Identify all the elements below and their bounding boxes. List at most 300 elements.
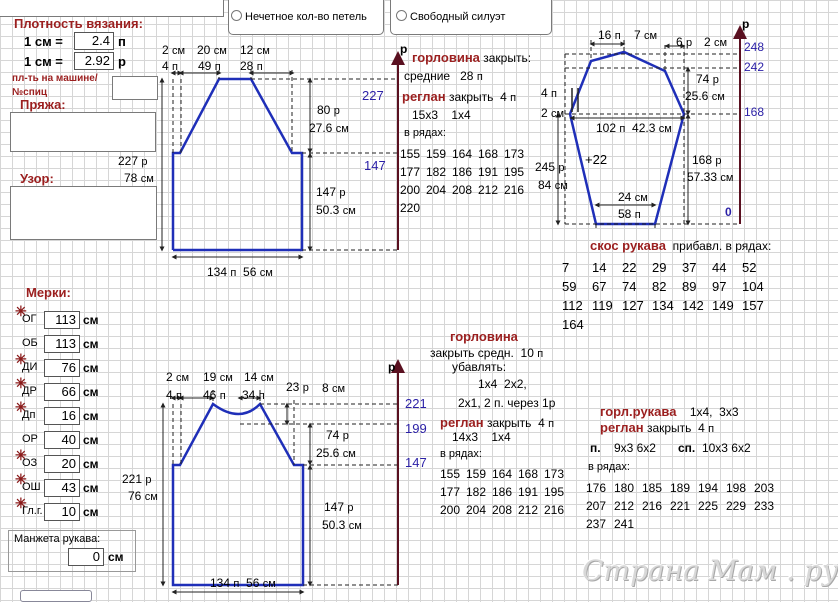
sleeve-neck-raglan-title: реглан	[600, 420, 644, 435]
sleeve-h74-unit: р	[712, 74, 719, 86]
measure-input[interactable]: 20	[44, 455, 80, 473]
sleeve-h168	[692, 153, 722, 167]
cuff-input[interactable]: 0	[68, 548, 104, 566]
back-top-20-val: 20	[197, 43, 211, 57]
sleeve-neck-sp	[678, 441, 751, 455]
back-h276-val: 27.6	[309, 121, 333, 135]
sleeve-l4-unit: п	[551, 88, 557, 100]
front-h147	[324, 500, 354, 514]
measure-input[interactable]: 76	[44, 359, 80, 377]
measure-input[interactable]: 16	[44, 407, 80, 425]
row-number: 52	[742, 260, 757, 275]
sleeve-neck-in-rows: в рядах:	[588, 461, 630, 473]
measure-label: Гл.г.	[22, 505, 43, 517]
sleeve-neck-p	[590, 441, 656, 455]
row-number: 142	[682, 298, 704, 313]
row-number: 200	[400, 183, 421, 197]
back-top-12	[240, 43, 270, 57]
sleeve-h256-val: 25.6	[685, 89, 709, 103]
sleeve-l84-val: 84	[538, 178, 552, 192]
front-h74-unit: р	[342, 430, 349, 442]
measure-input[interactable]: 113	[44, 311, 80, 329]
sleeve-w102-unit: п	[619, 123, 626, 135]
sleeve-neck-sp-label: сп.	[678, 441, 696, 455]
sleeve-h74	[696, 72, 719, 86]
sleeve-b58-unit: п	[634, 209, 641, 221]
sleeve-neck-rows-table	[586, 481, 782, 531]
sleeve-t6	[676, 35, 692, 49]
sleeve-arrow-label: р	[742, 17, 750, 31]
back-neck-mid	[404, 69, 483, 83]
measure-input[interactable]: 40	[44, 431, 80, 449]
cuff-label: Манжета рукава:	[14, 533, 101, 545]
sleeve-slope-line	[590, 238, 771, 253]
measure-label: ОР	[22, 433, 38, 445]
measure-unit: см	[83, 481, 99, 495]
front-t2-val: 2	[166, 370, 173, 384]
front-h74	[326, 428, 349, 442]
front-b56-val: 56	[246, 576, 260, 590]
row-number: 164	[562, 317, 584, 332]
radio-free-label: Свободный силуэт	[410, 11, 506, 23]
back-raglan-val: 4	[500, 90, 507, 104]
density-title: Плотность вязания:	[14, 16, 143, 31]
back-top-4-unit: п	[172, 61, 178, 73]
sleeve-neck-v1: 1х4,	[689, 405, 713, 419]
sleeve-plus: +22	[585, 152, 608, 167]
back-top-28-unit: п	[256, 61, 263, 73]
row-number: 186	[452, 165, 473, 179]
front-t8-val: 8	[322, 381, 329, 395]
front-neck-unit: п	[537, 348, 544, 360]
front-l221-unit: р	[145, 474, 152, 486]
front-h503-val: 50.3	[322, 518, 346, 532]
front-bottom	[210, 576, 276, 590]
row-number: 182	[426, 165, 447, 179]
front-t2	[166, 370, 189, 384]
front-t14	[244, 370, 274, 384]
back-raglan-seq	[412, 108, 471, 122]
front-t34	[242, 388, 265, 402]
row-number: 200	[440, 503, 461, 517]
back-neck-line	[412, 50, 531, 65]
sleeve-h74-val: 74	[696, 72, 710, 86]
front-dec-d4: 2 п. через 1р	[484, 396, 556, 410]
front-arrow-label: р	[388, 360, 396, 374]
row-number: 74	[622, 279, 637, 294]
measure-unit: см	[83, 385, 99, 399]
row-number: 203	[754, 481, 775, 495]
back-neck-mid-val: 28	[460, 69, 474, 83]
measure-unit: см	[83, 337, 99, 351]
row-number: 207	[586, 499, 607, 513]
front-t23-unit: р	[302, 382, 309, 394]
front-decrease: убавлять:	[452, 360, 507, 374]
sleeve-b58-val: 58	[618, 207, 632, 221]
measure-label: ОЗ	[22, 457, 38, 469]
sleeve-neck-title: горл.рукава	[600, 404, 677, 419]
required-star-icon: ✳	[15, 303, 27, 319]
back-top-4	[162, 59, 178, 73]
front-neck-val: 10	[520, 346, 534, 360]
back-rows-table	[400, 147, 530, 215]
row-number: 195	[504, 165, 525, 179]
sleeve-l2-val: 2	[541, 106, 548, 120]
back-top-2-val: 2	[162, 43, 169, 57]
front-t4-unit: п	[176, 390, 182, 402]
density-row1-label: 1 см =	[24, 34, 63, 49]
sleeve-t7	[634, 28, 657, 42]
front-rows-table	[440, 467, 570, 517]
measure-label: ДР	[22, 385, 37, 397]
row-number: 82	[652, 279, 667, 294]
back-in-rows: в рядах:	[404, 127, 446, 139]
back-top-12-unit: см	[256, 45, 270, 57]
row-number: 104	[742, 279, 764, 294]
required-star-icon: ✳	[15, 351, 27, 367]
row-number: 225	[698, 499, 719, 513]
required-star-icon: ✳	[15, 399, 27, 415]
row-number: 208	[492, 503, 513, 517]
row-number: 29	[652, 260, 667, 275]
sleeve-r0: 0	[725, 205, 732, 219]
row-number: 195	[544, 485, 565, 499]
row-number: 220	[400, 201, 421, 215]
row-number: 182	[466, 485, 487, 499]
sleeve-t7-unit: см	[644, 30, 658, 42]
back-neck-title: горловина	[412, 50, 480, 65]
row-number: 186	[492, 485, 513, 499]
front-l76-val: 76	[128, 489, 142, 503]
back-h276-unit: см	[335, 123, 349, 135]
back-b134-unit: п	[230, 267, 237, 279]
measure-input[interactable]: 10	[44, 503, 80, 521]
front-dec-line1	[478, 377, 527, 391]
row-number: 168	[478, 147, 499, 161]
back-h80	[317, 103, 340, 117]
sleeve-h256	[685, 89, 725, 103]
front-t14-unit: см	[260, 372, 274, 384]
cuff-unit: см	[108, 550, 124, 564]
back-raglan-r1: 15х3	[412, 108, 439, 122]
row-number: 59	[562, 279, 577, 294]
row-number: 159	[466, 467, 487, 481]
required-star-icon: ✳	[15, 447, 27, 463]
row-number: 127	[622, 298, 644, 313]
back-top-49-val: 49	[198, 59, 212, 73]
sleeve-l4-val: 4	[541, 86, 548, 100]
sleeve-h5733-unit: см	[720, 172, 734, 184]
back-r147: 147	[364, 158, 386, 173]
front-l221	[122, 472, 152, 486]
back-l227	[118, 154, 148, 168]
back-h80-val: 80	[317, 103, 331, 117]
back-h503-unit: см	[342, 205, 356, 217]
row-number: 134	[652, 298, 674, 313]
front-raglan-r1: 14х3	[452, 430, 479, 444]
measure-unit: см	[83, 505, 99, 519]
front-dec-d3: 2х1,	[458, 396, 481, 410]
front-r221: 221	[405, 396, 427, 411]
sleeve-b24-unit: см	[634, 192, 648, 204]
back-outline	[173, 79, 302, 250]
sleeve-l84-unit: см	[554, 180, 568, 192]
row-number: 22	[622, 260, 637, 275]
front-raglan-val: 4	[538, 416, 545, 430]
sleeve-t2-val: 2	[704, 35, 711, 49]
sleeve-neck-sp-val: 10х3 6х2	[701, 441, 751, 455]
back-arrow-label: р	[400, 42, 408, 56]
back-h147-unit: р	[339, 187, 346, 199]
back-l78-unit: см	[140, 173, 154, 185]
required-star-icon: ✳	[15, 495, 27, 511]
row-number: 157	[742, 298, 764, 313]
back-l78-val: 78	[124, 171, 138, 185]
sleeve-neck-line	[600, 404, 739, 419]
front-t46	[203, 388, 226, 402]
sleeve-neck-raglan-val: 4	[698, 421, 705, 435]
sleeve-neck-p-label: п.	[590, 441, 601, 455]
back-b134-val: 134	[207, 265, 228, 279]
yarn-label: Пряжа:	[20, 97, 66, 112]
sleeve-t2-unit: см	[714, 37, 728, 49]
front-raglan-close: закрыть	[486, 416, 532, 430]
front-h503-unit: см	[348, 520, 362, 532]
row-number: 198	[726, 481, 747, 495]
row-number: 229	[726, 499, 747, 513]
row-number: 221	[670, 499, 691, 513]
sleeve-r168: 168	[744, 105, 765, 119]
back-l78	[124, 171, 154, 185]
front-raglan-line	[440, 415, 554, 430]
sleeve-neck-raglan	[600, 420, 714, 435]
row-number: 89	[682, 279, 697, 294]
measure-unit: см	[83, 457, 99, 471]
sleeve-t2	[704, 35, 727, 49]
row-number: 14	[592, 260, 607, 275]
row-number: 189	[670, 481, 691, 495]
back-h147-val: 147	[316, 185, 337, 199]
back-h503-val: 50.3	[316, 203, 340, 217]
density-stitches-input[interactable]: 2.4	[74, 32, 114, 50]
front-t46-val: 46	[203, 388, 217, 402]
sleeve-t6-val: 6	[676, 35, 683, 49]
row-number: 204	[466, 503, 487, 517]
measure-input[interactable]: 66	[44, 383, 80, 401]
back-neck-mid-label: средние	[404, 69, 451, 83]
row-number: 233	[754, 499, 775, 513]
sleeve-t16-val: 16	[598, 28, 612, 42]
back-top-28	[240, 59, 263, 73]
back-b56-val: 56	[243, 265, 257, 279]
row-number: 155	[400, 147, 421, 161]
row-number: 149	[712, 298, 734, 313]
back-bottom	[207, 265, 273, 279]
density-row2-label: 1 см =	[24, 54, 63, 69]
row-number: 212	[478, 183, 499, 197]
front-raglan-title: реглан	[440, 415, 484, 430]
sleeve-l245-unit: р	[558, 162, 565, 174]
required-star-icon: ✳	[15, 375, 27, 391]
row-number: 208	[452, 183, 473, 197]
sleeve-l2-unit: см	[551, 108, 565, 120]
row-number: 212	[518, 503, 539, 517]
measure-label: ОШ	[22, 481, 41, 493]
sleeve-slope-add: прибавл. в рядах:	[672, 239, 772, 253]
required-star-icon: ✳	[15, 471, 27, 487]
back-l227-unit: р	[141, 156, 148, 168]
back-raglan-line	[402, 89, 516, 104]
back-h147	[316, 185, 346, 199]
back-raglan-close: закрыть	[448, 90, 494, 104]
front-t46-unit: п	[219, 390, 226, 402]
back-b56-unit: см	[259, 267, 273, 279]
front-t34-val: 34	[242, 388, 256, 402]
density-row2-unit: р	[118, 54, 126, 69]
front-raglan-unit: п	[548, 418, 555, 430]
row-number: 164	[452, 147, 473, 161]
density-rows-input[interactable]: 2.92	[74, 52, 114, 70]
sleeve-t16	[598, 28, 621, 42]
sleeve-l245	[535, 160, 565, 174]
front-t2-unit: см	[176, 372, 190, 384]
front-b56-unit: см	[262, 578, 276, 590]
sleeve-l4	[541, 86, 557, 100]
front-l76	[128, 489, 158, 503]
row-number: 216	[642, 499, 663, 513]
back-top-12-val: 12	[240, 43, 254, 57]
sleeve-l2	[541, 106, 564, 120]
front-neck-title: горловина	[450, 329, 518, 344]
measure-input[interactable]: 43	[44, 479, 80, 497]
row-number: 159	[426, 147, 447, 161]
front-t14-val: 14	[244, 370, 258, 384]
back-neck-close: закрыть:	[483, 51, 532, 65]
measure-label: Дп	[22, 409, 36, 421]
sleeve-r242: 242	[744, 60, 765, 74]
needles-label: №спиц	[12, 87, 48, 98]
density-row1-unit: п	[118, 34, 126, 49]
back-r227: 227	[362, 88, 384, 103]
back-raglan-r2: 1х4	[451, 108, 471, 122]
row-number: 212	[614, 499, 635, 513]
front-h503	[322, 518, 362, 532]
sleeve-b24	[618, 190, 648, 204]
pattern-label: Узор:	[20, 171, 54, 186]
measure-label: ОБ	[22, 337, 38, 349]
sleeve-b24-val: 24	[618, 190, 632, 204]
front-b134-val: 134	[210, 576, 231, 590]
front-h74-val: 74	[326, 428, 340, 442]
front-t19	[203, 370, 233, 384]
front-neck-close	[430, 346, 543, 360]
sleeve-w423-unit: см	[658, 123, 672, 135]
row-number: 191	[518, 485, 539, 499]
front-raglan-r2: 1х4	[491, 430, 511, 444]
front-t19-val: 19	[203, 370, 217, 384]
sleeve-w102-val: 102	[596, 121, 617, 135]
measure-unit: см	[83, 433, 99, 447]
front-h147-val: 147	[324, 500, 345, 514]
sleeve-h168-val: 168	[692, 153, 713, 167]
front-l76-unit: см	[144, 491, 158, 503]
front-r199: 199	[405, 421, 427, 436]
sleeve-neck-p-val: 9х3 6х2	[613, 441, 656, 455]
measure-unit: см	[83, 361, 99, 375]
front-t23-val: 23	[286, 380, 300, 394]
front-dec-line2	[458, 396, 555, 410]
front-t34-unit: п	[258, 390, 265, 402]
sleeve-neck-raglan-unit: п	[708, 423, 715, 435]
sleeve-r248: 248	[744, 40, 765, 54]
sleeve-b58	[618, 207, 641, 221]
front-t23	[286, 380, 309, 394]
front-t19-unit: см	[219, 372, 233, 384]
back-top-28-val: 28	[240, 59, 254, 73]
sleeve-l84	[538, 178, 568, 192]
front-t8-unit: см	[332, 383, 346, 395]
measures-title: Мерки:	[26, 285, 71, 300]
front-neck-close-label: закрыть средн.	[430, 346, 514, 360]
row-number: 67	[592, 279, 607, 294]
back-top-20	[197, 43, 227, 57]
sleeve-h5733-val: 57.33	[687, 170, 718, 184]
front-h256-val: 25.6	[316, 446, 340, 460]
front-b134-unit: п	[233, 578, 240, 590]
back-h276	[309, 121, 349, 135]
measure-label: ДИ	[22, 361, 38, 373]
back-h503	[316, 203, 356, 217]
row-number: 177	[400, 165, 421, 179]
row-number: 119	[592, 298, 613, 313]
row-number: 185	[642, 481, 663, 495]
row-number: 177	[440, 485, 461, 499]
sleeve-h256-unit: см	[711, 91, 725, 103]
front-h147-unit: р	[347, 502, 354, 514]
back-top-49-unit: п	[214, 61, 221, 73]
sleeve-neck-raglan-close: закрыть	[646, 421, 692, 435]
sleeve-l245-val: 245	[535, 160, 556, 174]
front-diagram	[163, 366, 398, 592]
row-number: 37	[682, 260, 697, 275]
row-number: 97	[712, 279, 727, 294]
back-top-2	[162, 43, 185, 57]
back-raglan-unit: п	[510, 92, 517, 104]
sleeve-t7-val: 7	[634, 28, 641, 42]
row-number: 241	[614, 517, 635, 531]
row-number: 191	[478, 165, 499, 179]
sleeve-h168-unit: р	[715, 155, 722, 167]
back-neck-mid-unit: п	[476, 71, 483, 83]
front-h256-unit: см	[342, 448, 356, 460]
sleeve-w102	[596, 121, 672, 135]
measure-unit: см	[83, 313, 99, 327]
row-number: 216	[544, 503, 565, 517]
sleeve-t16-unit: п	[614, 30, 621, 42]
measure-input[interactable]: 113	[44, 335, 80, 353]
row-number: 7	[562, 260, 570, 275]
front-r147: 147	[405, 455, 427, 470]
front-t4	[166, 388, 182, 402]
sleeve-w423-val: 42.3	[632, 121, 656, 135]
row-number: 173	[504, 147, 525, 161]
front-outline	[173, 404, 303, 585]
back-h80-unit: р	[333, 105, 340, 117]
front-raglan-seq	[452, 430, 511, 444]
machine-label: пл-ть на машине/	[12, 73, 98, 84]
back-top-20-unit: см	[213, 45, 227, 57]
back-l227-val: 227	[118, 154, 139, 168]
